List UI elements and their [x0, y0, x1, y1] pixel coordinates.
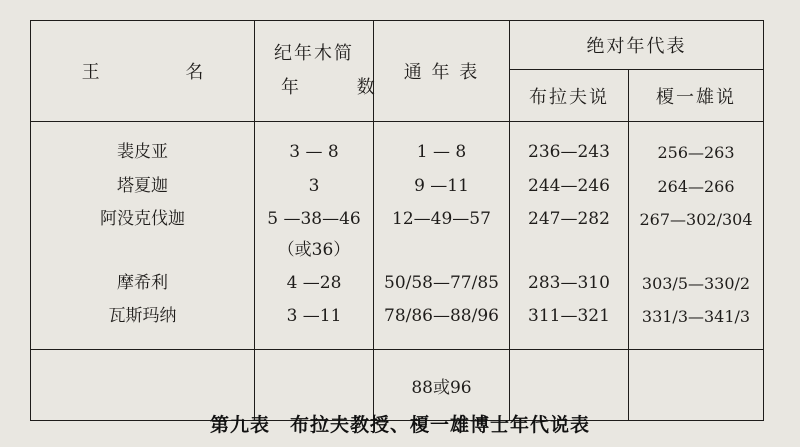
rapson-value: 247—282 — [528, 209, 610, 229]
enoki-value: 303/5—330/2 — [641, 273, 751, 293]
header-enoki: 榎一雄说 — [629, 70, 764, 122]
rapson-value: 236—243 — [528, 142, 610, 162]
general-chronology-value: 12—49—57 — [392, 209, 491, 229]
bamboo-years-value: 5 —38—46 — [267, 209, 361, 229]
rapson-column — [510, 122, 629, 350]
header-general-chronology: 通 年 表 — [374, 21, 510, 122]
general-chronology-column — [374, 122, 510, 350]
king-name: 裴皮亚 — [117, 142, 168, 162]
header-absolute-chronology: 绝对年代表 — [510, 21, 764, 70]
header-king-name: 王 名 — [31, 21, 255, 122]
table-caption: 第九表 布拉夫教授、榎一雄博士年代说表 — [209, 414, 590, 436]
king-name: 塔夏迦 — [117, 175, 168, 196]
rapson-value: 283—310 — [528, 272, 610, 293]
chronology-table — [30, 20, 764, 421]
rapson-value: 311—321 — [528, 306, 610, 326]
footer-general-total: 88或96 — [374, 350, 510, 421]
bamboo-years-column — [255, 122, 374, 350]
enoki-value: 267—302/304 — [639, 210, 753, 229]
header-bamboo-years: 纪年木简 年 数 — [255, 21, 374, 122]
king-name: 阿没克伐迦 — [100, 209, 185, 229]
enoki-column — [629, 122, 764, 350]
general-chronology-value: 50/58—77/85 — [384, 272, 499, 293]
bamboo-years-value: 3 — [308, 175, 320, 196]
bamboo-years-value: 3 — 8 — [289, 142, 339, 162]
general-chronology-value: 78/86—88/96 — [384, 306, 499, 326]
bamboo-years-value: 4 —28 — [286, 272, 342, 293]
king-name: 摩希利 — [117, 272, 168, 293]
king-name: 瓦斯玛纳 — [108, 306, 177, 326]
bamboo-years-note: （或36） — [277, 239, 351, 260]
rapson-value: 244—246 — [528, 175, 610, 196]
king-names-column — [31, 122, 255, 350]
header-rapson: 布拉夫说 — [510, 70, 629, 122]
enoki-value: 331/3—341/3 — [641, 307, 751, 326]
bamboo-years-value: 3 —11 — [286, 306, 342, 326]
general-chronology-value: 1 — 8 — [416, 142, 467, 162]
enoki-value: 256—263 — [657, 143, 735, 162]
general-chronology-value: 9 —11 — [414, 175, 469, 196]
enoki-value: 264—266 — [657, 176, 735, 196]
